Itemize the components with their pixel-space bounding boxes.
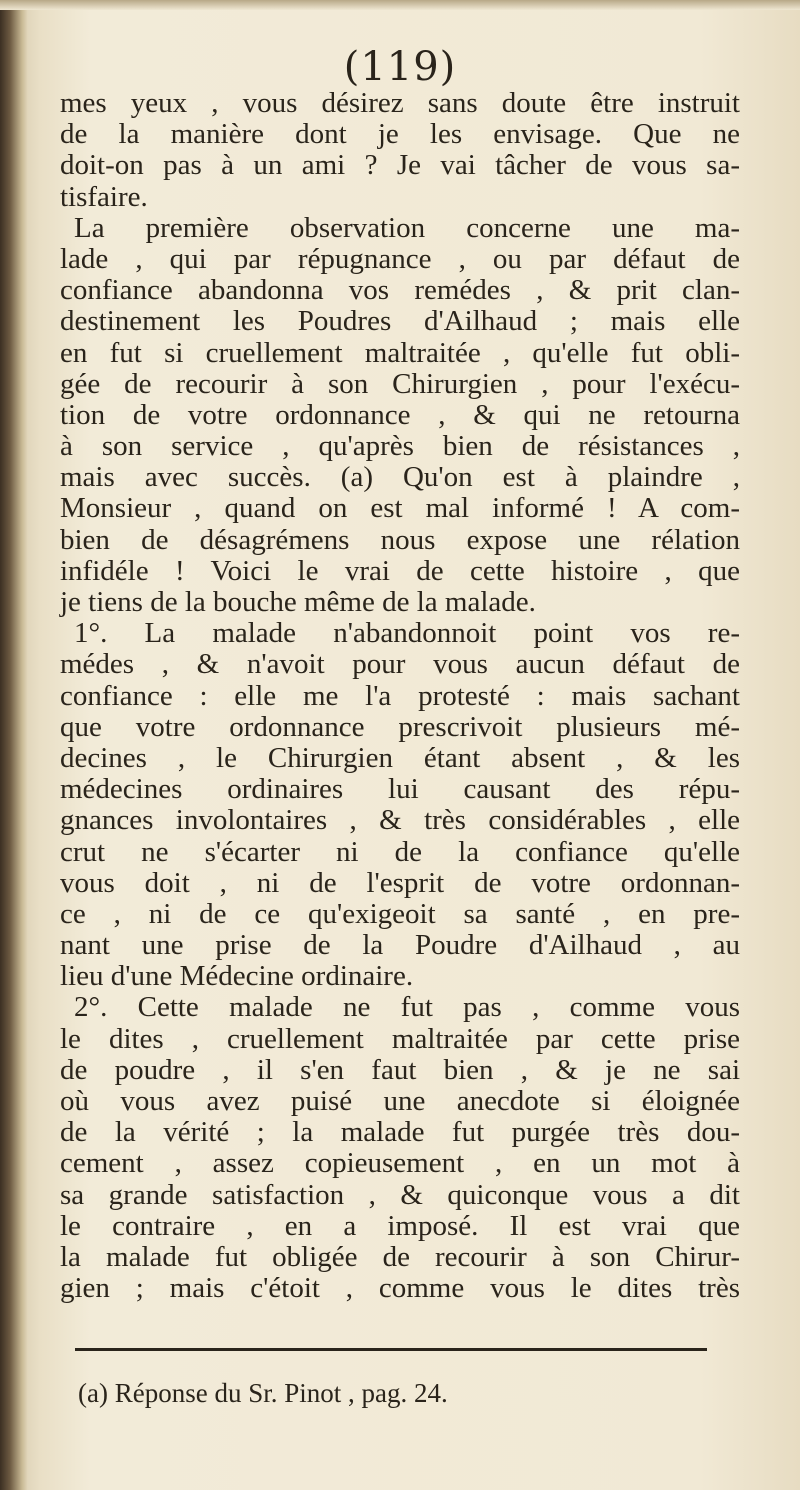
text-line: médes , & n'avoit pour vous aucun défaut de	[60, 648, 740, 681]
text-line: bien de désagrémens nous expose une rélation	[60, 523, 740, 556]
text-line: nant une prise de la Poudre d'Ailhaud , au	[60, 929, 740, 962]
text-line: 2°. Cette malade ne fut pas , comme vous	[74, 991, 740, 1024]
footnote-rule	[75, 1348, 707, 1351]
text-line: doit-on pas à un ami ? Je vai tâcher de vous sa-	[60, 149, 740, 182]
text-line: je tiens de la bouche même de la malade.	[60, 586, 536, 618]
text-line: sa grande satisfaction , & quiconque vous a dit	[60, 1178, 740, 1211]
footnote: (a) Réponse du Sr. Pinot , pag. 24.	[78, 1378, 448, 1408]
text-line: que votre ordonnance prescrivoit plusieurs mé-	[60, 710, 740, 743]
text-line: médecines ordinaires lui causant des répu-	[60, 773, 740, 806]
text-line: ce , ni de ce qu'exigeoit sa santé , en pre-	[60, 897, 740, 930]
text-line: lade , qui par répugnance , ou par défaut de	[60, 242, 740, 275]
text-line: 1°. La malade n'abandonnoit point vos re-	[74, 617, 740, 650]
text-line: de la manière dont je les envisage. Que ne	[60, 118, 740, 151]
page-number: (119)	[343, 44, 457, 90]
text-line: le contraire , en a imposé. Il est vrai que	[60, 1209, 740, 1242]
text-line: infidéle ! Voici le vrai de cette histoire , que	[60, 554, 740, 587]
text-line: Monsieur , quand on est mal informé ! A com-	[60, 492, 740, 525]
text-line: mais avec succès. (a) Qu'on est à plaindre ,	[60, 461, 740, 494]
text-line: crut ne s'écarter ni de la confiance qu'elle	[60, 835, 740, 868]
text-line: la malade fut obligée de recourir à son Chirur-	[60, 1240, 740, 1273]
text-line: gien ; mais c'étoit , comme vous le dites très	[60, 1272, 740, 1305]
text-line: de la vérité ; la malade fut purgée très dou-	[60, 1116, 740, 1149]
text-line: en fut si cruellement maltraitée , qu'elle fut obli-	[60, 336, 740, 369]
text-line: tisfaire.	[60, 180, 148, 213]
text-line: lieu d'une Médecine ordinaire.	[60, 960, 414, 993]
text-line: de poudre , il s'en faut bien , & je ne sai	[60, 1053, 740, 1086]
text-line: à son service , qu'après bien de résistances ,	[60, 430, 740, 463]
text-line: confiance : elle me l'a protesté : mais sachant	[60, 679, 740, 712]
page-top-edge	[0, 0, 800, 10]
text-line: destinement les Poudres d'Ailhaud ; mais elle	[60, 305, 740, 338]
text-line: mes yeux , vous désirez sans doute être instruit	[60, 87, 740, 119]
text-line: La première observation concerne une ma-	[74, 211, 740, 244]
text-line: gée de recourir à son Chirurgien , pour l'exécu-	[60, 367, 740, 400]
book-spine	[0, 0, 28, 1490]
text-line: gnances involontaires , & très considérables , elle	[60, 804, 740, 837]
text-line: decines , le Chirurgien étant absent , & les	[60, 741, 740, 774]
text-line: vous doit , ni de l'esprit de votre ordonnan-	[60, 866, 740, 899]
text-line: le dites , cruellement maltraitée par cette prise	[60, 1022, 740, 1055]
text-line: tion de votre ordonnance , & qui ne retourna	[60, 398, 740, 431]
text-line: confiance abandonna vos remédes , & prit clan-	[60, 274, 740, 307]
text-line: où vous avez puisé une anecdote si éloignée	[60, 1085, 740, 1117]
body-text	[60, 88, 740, 1304]
text-line: cement , assez copieusement , en un mot à	[60, 1147, 740, 1180]
